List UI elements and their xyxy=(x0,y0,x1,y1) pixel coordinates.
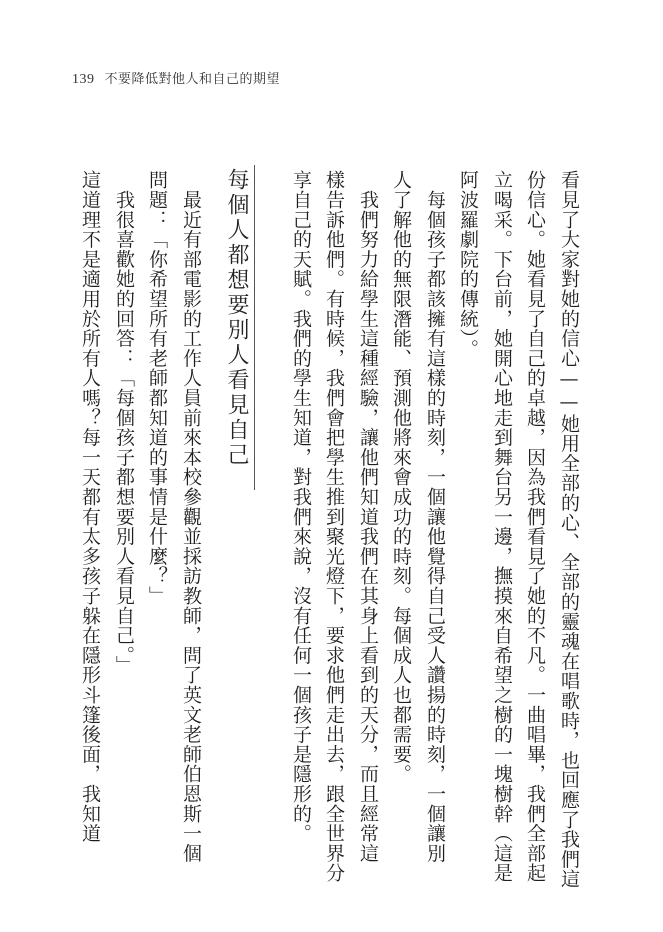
section-column-3: 我很喜歡她的回答：「每個孩子都想要別人看見自己。」 xyxy=(113,170,135,676)
page-number: 139 xyxy=(72,72,95,87)
section-column-2: 問題：「你希望所有老師都知道的事情是什麼？」 xyxy=(146,170,168,606)
section-column-1: 最近有部電影的工作人員前來本校參觀並採訪教師，問了英文老師伯恩斯一個 xyxy=(180,170,202,863)
running-header xyxy=(72,68,280,88)
section-heading: 每個人都想要別人看見自己 xyxy=(224,168,249,468)
body-column-2: 份信心。她看見了自己的卓越，因為我們看見了她的不凡。一曲唱畢，我們全部起 xyxy=(524,170,546,883)
heading-rule xyxy=(254,165,255,490)
body-column-7: 我們努力給學生這種經驗，讓他們知道我們在其身上看到的天分，而且經常這 xyxy=(357,170,379,863)
body-column-3: 立喝采。下台前，她開心地走到舞台另一邊，撫摸來自希望之樹的一塊樹幹（這是 xyxy=(491,170,513,883)
body-column-4: 阿波羅劇院的傳統）。 xyxy=(457,170,479,359)
running-title: 不要降低對他人和自己的期望 xyxy=(104,72,281,87)
body-column-6: 人了解他的無限潛能、預測他將來會成功的時刻。每個成人也都需要。 xyxy=(390,170,412,784)
section-column-4: 這道理不是適用於所有人嗎？每一天都有太多孩子躲在隱形斗篷後面，我知道 xyxy=(79,170,101,844)
body-column-8: 樣告訴他們。有時候，我們會把學生推到聚光燈下，要求他們走出去，跟全世界分 xyxy=(323,170,345,883)
body-column-1: 看見了大家對她的信心——她用全部的心、全部的靈魂在唱歌時，也回應了我們這 xyxy=(558,170,580,889)
body-column-5: 每個孩子都該擁有這樣的時刻，一個讓他覺得自己受人讚揚的時刻，一個讓別 xyxy=(424,170,446,863)
body-column-9: 享自己的天賦。我們的學生知道，對我們來說，沒有任何一個孩子是隱形的。 xyxy=(290,170,312,844)
